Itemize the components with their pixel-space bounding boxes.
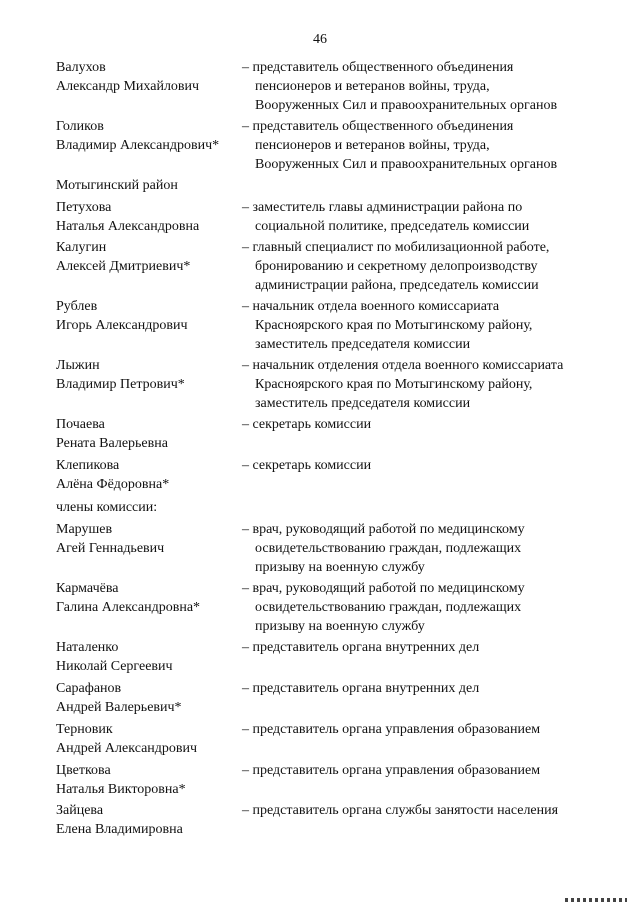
- surname: Зайцева: [56, 803, 104, 818]
- person-role: [242, 761, 602, 780]
- district-heading: Мотыгинский район: [56, 178, 178, 193]
- surname: Почаева: [56, 417, 105, 432]
- surname: Терновик: [56, 722, 113, 737]
- role-line: призыву на военную службу: [255, 619, 425, 634]
- given-names: Владимир Александрович*: [56, 138, 220, 153]
- person-name: [56, 679, 242, 717]
- given-names: Николай Сергеевич: [56, 659, 173, 674]
- person-name: [56, 720, 242, 758]
- given-names: Владимир Петрович*: [56, 377, 185, 392]
- given-names: Рената Валерьевна: [56, 436, 168, 451]
- person-role: [242, 638, 602, 657]
- person-role: [242, 679, 602, 698]
- surname: Голиков: [56, 119, 104, 134]
- given-names: Галина Александровна*: [56, 600, 201, 615]
- person-role: [242, 198, 602, 236]
- role-line: – секретарь комиссии: [242, 417, 372, 432]
- given-names: Агей Геннадьевич: [56, 541, 165, 556]
- person-name: [56, 761, 242, 799]
- role-line: Красноярского края по Мотыгинскому району,: [255, 377, 533, 392]
- person-name: [56, 801, 242, 839]
- person-name: [56, 520, 242, 558]
- role-line: – заместитель главы администрации района по: [242, 200, 523, 215]
- person-role: [242, 720, 602, 739]
- members-heading: члены комиссии:: [56, 500, 158, 515]
- given-names: Наталья Викторовна*: [56, 782, 186, 797]
- given-names: Андрей Александрович: [56, 741, 198, 756]
- person-role: [242, 297, 602, 354]
- person-name: [56, 638, 242, 676]
- role-line: администрации района, председатель комиссии: [255, 278, 539, 293]
- person-name: [56, 356, 242, 394]
- surname: Валухов: [56, 60, 106, 75]
- person-role: [242, 415, 602, 434]
- role-line: заместитель председателя комиссии: [255, 396, 471, 411]
- role-line: освидетельствованию граждан, подлежащих: [255, 600, 522, 615]
- surname: Лыжин: [56, 358, 100, 373]
- surname: Клепикова: [56, 458, 120, 473]
- role-line: – представитель органа внутренних дел: [242, 681, 480, 696]
- role-line: социальной политике, председатель комиссии: [255, 219, 530, 234]
- role-line: заместитель председателя комиссии: [255, 337, 471, 352]
- role-line: Красноярского края по Мотыгинскому району,: [255, 318, 533, 333]
- person-name: [56, 415, 242, 453]
- page-number: 46: [313, 32, 327, 47]
- role-line: – врач, руководящий работой по медицинскому: [242, 581, 525, 596]
- person-role: [242, 117, 602, 174]
- role-line: – начальник отдела военного комиссариата: [242, 299, 500, 314]
- given-names: Елена Владимировна: [56, 822, 183, 837]
- scan-artifact: [565, 898, 627, 902]
- person-role: [242, 456, 602, 475]
- role-line: – представитель органа управления образованием: [242, 722, 541, 737]
- role-line: Вооруженных Сил и правоохранительных органов: [255, 157, 558, 172]
- role-line: – секретарь комиссии: [242, 458, 372, 473]
- person-name: [56, 297, 242, 335]
- given-names: Алёна Фёдоровна*: [56, 477, 170, 492]
- role-line: освидетельствованию граждан, подлежащих: [255, 541, 522, 556]
- person-role: [242, 520, 602, 577]
- surname: Калугин: [56, 240, 107, 255]
- surname: Кармачёва: [56, 581, 119, 596]
- person-role: [242, 238, 602, 295]
- surname: Рублев: [56, 299, 98, 314]
- role-line: – представитель органа управления образованием: [242, 763, 541, 778]
- surname: Сарафанов: [56, 681, 122, 696]
- person-role: [242, 801, 602, 820]
- person-name: [56, 238, 242, 276]
- person-name: [56, 198, 242, 236]
- role-line: – представитель общественного объединения: [242, 60, 514, 75]
- person-role: [242, 58, 602, 115]
- surname: Наталенко: [56, 640, 119, 655]
- role-line: – представитель органа службы занятости населения: [242, 803, 559, 818]
- role-line: бронированию и секретному делопроизводству: [255, 259, 538, 274]
- given-names: Наталья Александровна: [56, 219, 200, 234]
- person-role: [242, 356, 602, 413]
- role-line: пенсионеров и ветеранов войны, труда,: [255, 138, 490, 153]
- person-name: [56, 579, 242, 617]
- given-names: Андрей Валерьевич*: [56, 700, 182, 715]
- surname: Марушев: [56, 522, 113, 537]
- role-line: – представитель общественного объединения: [242, 119, 514, 134]
- given-names: Алексей Дмитриевич*: [56, 259, 191, 274]
- given-names: Игорь Александрович: [56, 318, 188, 333]
- role-line: – врач, руководящий работой по медицинскому: [242, 522, 525, 537]
- role-line: – начальник отделения отдела военного комиссариата: [242, 358, 564, 373]
- surname: Цветкова: [56, 763, 111, 778]
- role-line: – главный специалист по мобилизационной работе,: [242, 240, 550, 255]
- person-name: [56, 117, 242, 155]
- person-role: [242, 579, 602, 636]
- role-line: пенсионеров и ветеранов войны, труда,: [255, 79, 490, 94]
- given-names: Александр Михайлович: [56, 79, 200, 94]
- role-line: – представитель органа внутренних дел: [242, 640, 480, 655]
- role-line: призыву на военную службу: [255, 560, 425, 575]
- role-line: Вооруженных Сил и правоохранительных органов: [255, 98, 558, 113]
- person-name: [56, 456, 242, 494]
- person-name: [56, 58, 242, 96]
- surname: Петухова: [56, 200, 112, 215]
